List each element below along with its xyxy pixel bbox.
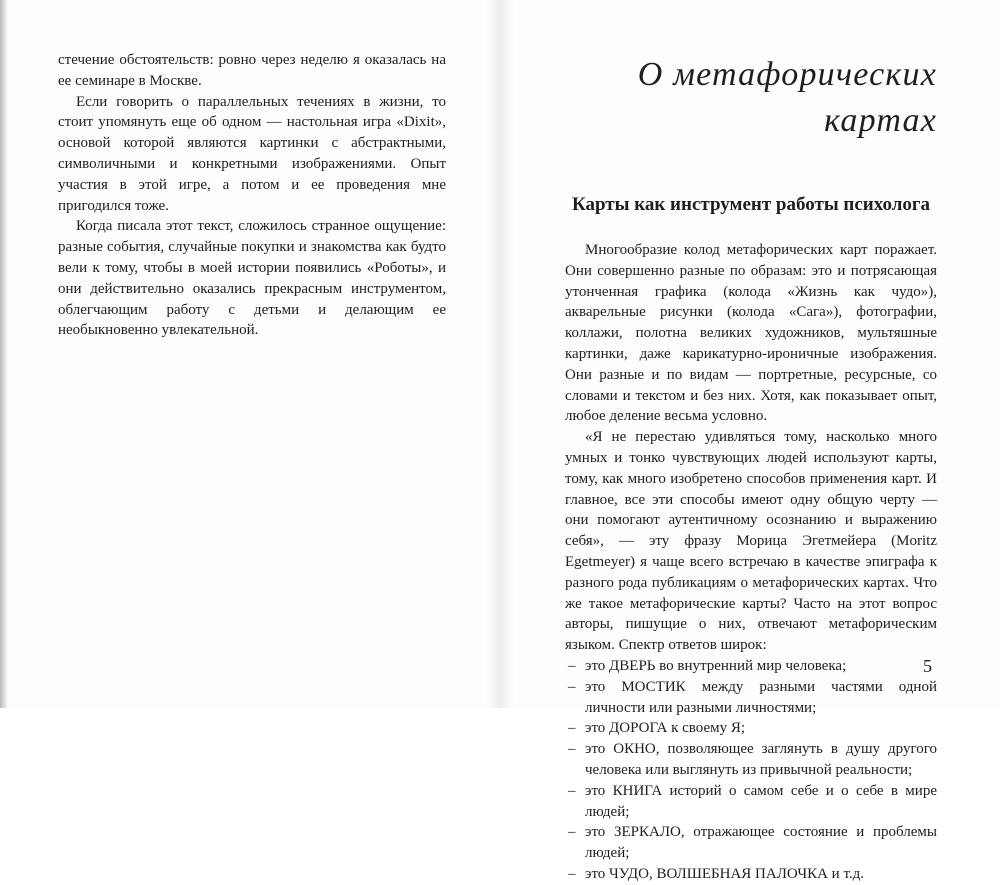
left-paragraph: стечение обстоятельств: ровно через неделю я оказалась на ее семинаре в Москве.: [58, 52, 446, 89]
list-item: – это КНИГА историй о самом себе и о себе в мире людей;: [565, 781, 937, 823]
list-item: – это ЧУДО, ВОЛШЕБНАЯ ПАЛОЧКА и т.д.: [565, 864, 937, 885]
left-paragraph: Когда писала этот текст, сложилось странное ощущение: разные события, случайные покупки и знакомства как будто вели к тому, чтобы в моей истории появились «Роботы», и они действительно оказались прекрасным инструментом, облегчающим работу с детьми и делающим ее необыкновенно увлекательной.: [58, 218, 446, 339]
left-paragraph: Если говорить о параллельных течениях в жизни, то стоит упомянуть еще об одном — настольная игра «Dixit», основой которой являются картинки с абстрактными, символичными и конкретными изображениями. Опыт участия в этой игре, а потом и ее проведения мне пригодился тоже.: [58, 93, 446, 214]
list-item: – это МОСТИК между разными частями одной личности или разными личностями;: [565, 677, 937, 719]
list-item: – это ОКНО, позволяющее заглянуть в душу другого человека или выглянуть из привычной реальности;: [565, 739, 937, 781]
right-body-text: [565, 240, 937, 885]
left-page: [58, 50, 446, 341]
list-item: – это ДВЕРЬ во внутренний мир человека;: [565, 656, 937, 677]
chapter-title: О метафорических картах: [637, 56, 937, 139]
answers-list: [565, 656, 937, 885]
right-paragraph: «Я не перестаю удивляться тому, насколько много умных и тонко чувствующих людей используют карты, тому, как много изобретено способов применения карт. И главное, все эти способы имеют одну общую черту — они помогают аутентичному осознанию и выражению себя», — эту фразу Морица Эгетмейера (Moritz Egetmeyer) я чаще всего встречаю в качестве эпиграфа к разного рода публикациям о метафорических картах. Что же такое метафорические карты? Часто на этот вопрос авторы, пишущие о них, отвечают метафорическим языком. Спектр ответов широк:: [565, 429, 937, 654]
right-page: [565, 52, 937, 885]
section-title: Карты как инструмент работы психолога: [571, 194, 931, 215]
right-paragraph: Многообразие колод метафорических карт поражает. Они совершенно разные по образам: это и потрясающая утонченная графика (колода «Жизнь как чудо»), акварельные рисунки (колода «Сага»), фотографии, коллажи, полотна великих художников, мультяшные картинки, даже карикатурно-ироничные изображения. Они разные и по видам — портретные, ресурсные, со словами и текстом и без них. Хотя, как показывает опыт, любое деление весьма условно.: [565, 242, 937, 425]
book-gutter: [486, 0, 514, 708]
page-edge-shadow: [0, 0, 8, 708]
list-item: – это ДОРОГА к своему Я;: [565, 718, 937, 739]
list-item: – это ЗЕРКАЛО, отражающее состояние и проблемы людей;: [565, 822, 937, 864]
page-number: 5: [923, 656, 932, 676]
